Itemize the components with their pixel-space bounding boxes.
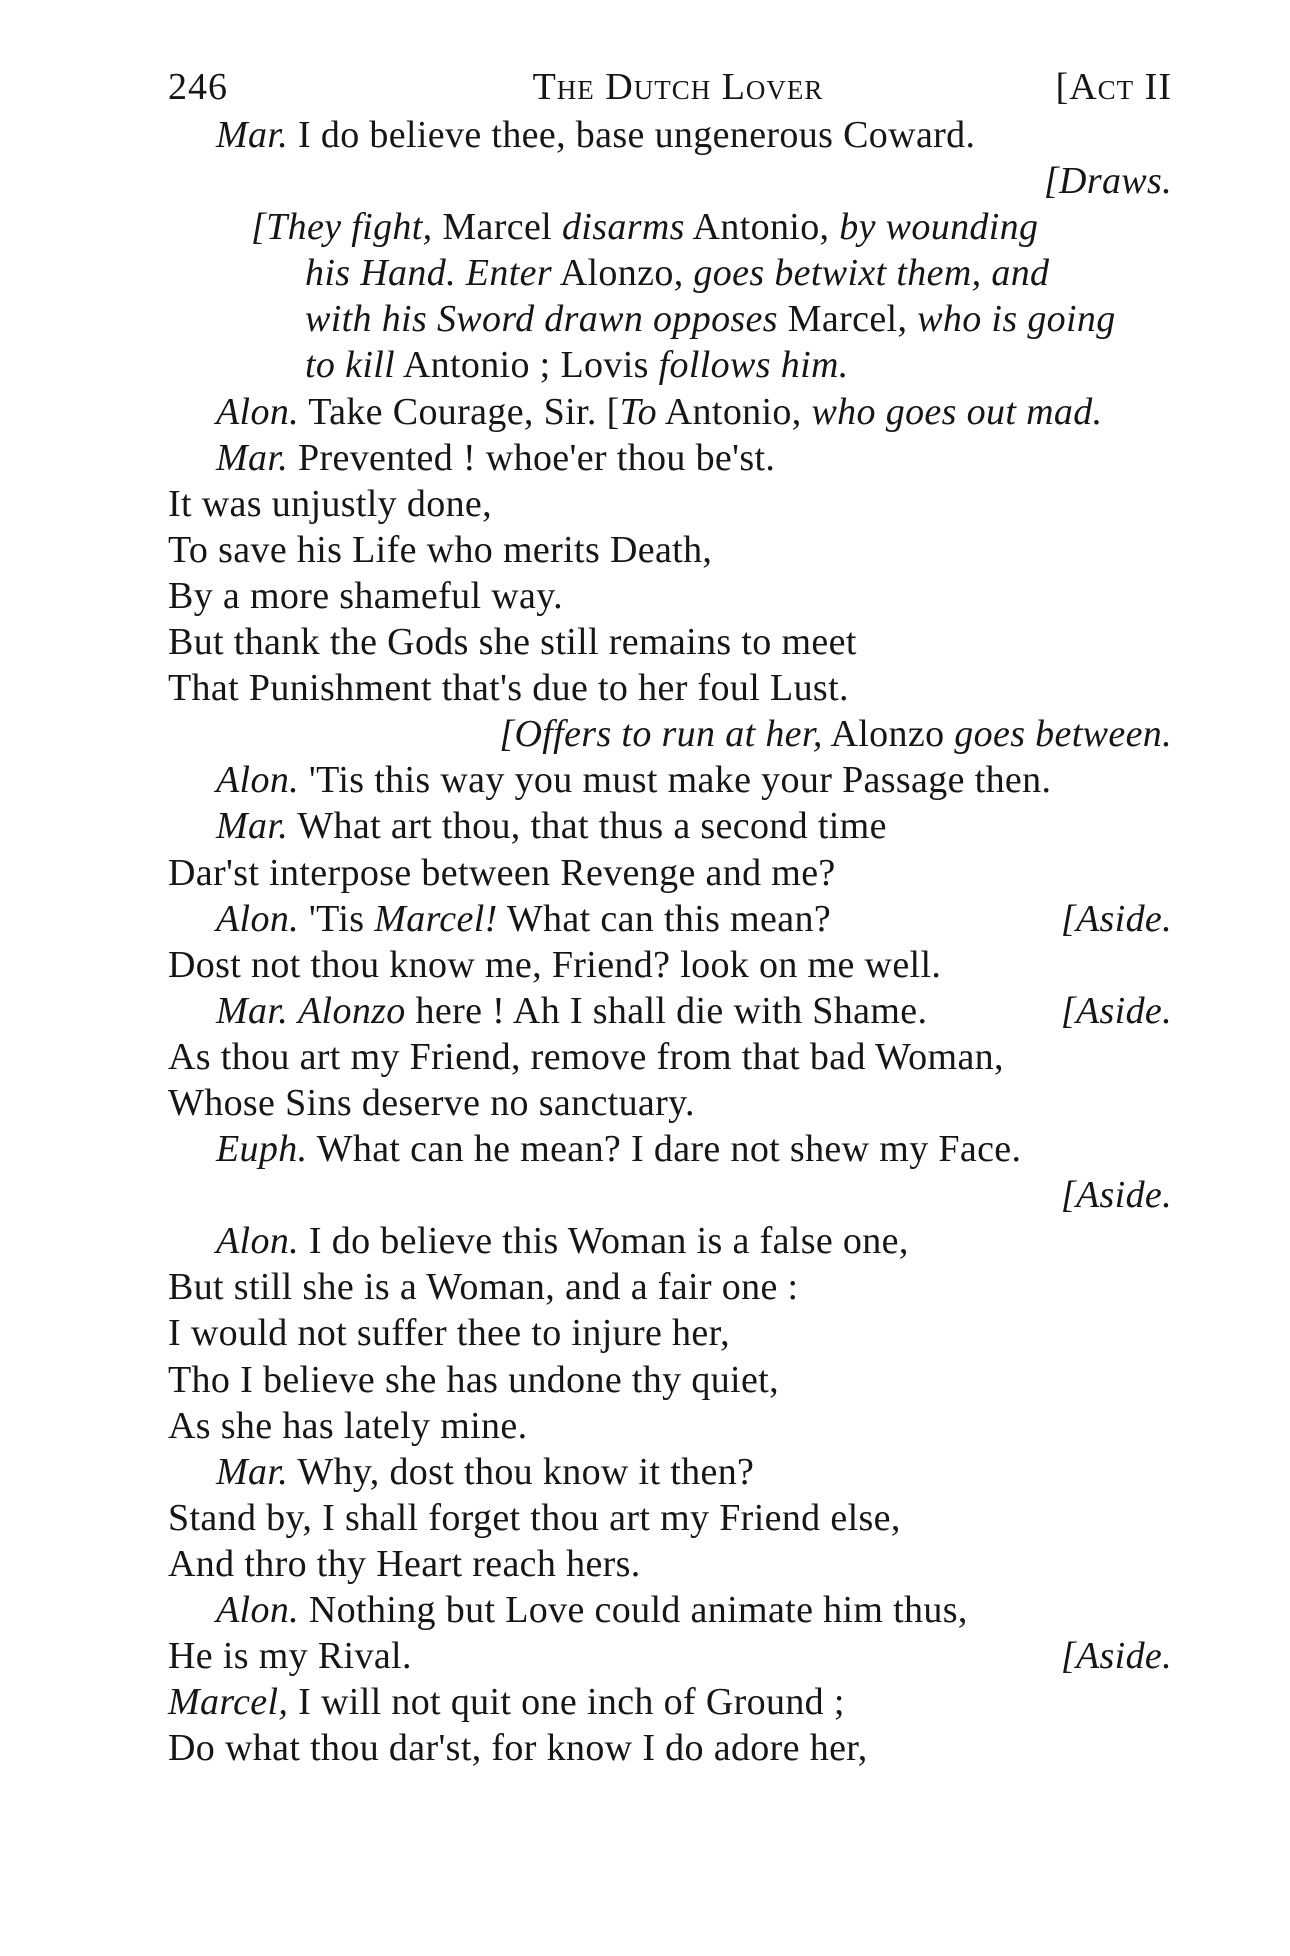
verse-line: Dost not thou know me, Friend? look on me well. — [168, 943, 942, 986]
stage-direction: his Hand. Enter Alonzo, goes betwixt them, and — [305, 252, 1050, 295]
verse-line: Alon. Nothing but Love could animate him thus, — [216, 1589, 968, 1631]
aside-direction: [Aside. — [1060, 1635, 1172, 1678]
speaker-label: Mar. — [216, 805, 289, 848]
stage-direction: [Draws. — [1043, 160, 1172, 203]
speaker-label: Alon. — [216, 759, 300, 802]
verse-line: He is my Rival. [Aside. — [168, 1633, 1172, 1679]
play-text — [168, 112, 1172, 1771]
speaker-label: Alon. — [216, 897, 300, 940]
speaker-label: Mar. — [216, 1450, 289, 1493]
speaker-label: Alon. — [216, 390, 300, 433]
verse-line: Alon. Take Courage, Sir. [To Antonio, who goes out mad. — [216, 390, 1103, 433]
speaker-label: Mar. — [216, 114, 289, 156]
verse-line: Whose Sins deserve no sanctuary. — [168, 1081, 695, 1124]
verse-line: And thro thy Heart reach hers. — [168, 1542, 641, 1585]
verse-line: I would not suffer thee to injure her, — [168, 1312, 730, 1355]
verse-line — [168, 112, 1172, 158]
speaker-label: Mar. — [216, 989, 289, 1032]
verse-line: Mar. Alonzo here ! Ah I shall die with Shame. [Aside. — [168, 988, 1172, 1034]
verse-line: Stand by, I shall forget thou art my Friend else, — [168, 1496, 901, 1539]
verse-line: It was unjustly done, — [168, 482, 492, 525]
verse-line: Mar. Prevented ! whoe'er thou be'st. — [216, 436, 776, 479]
verse-line: Mar. Why, dost thou know it then? — [216, 1450, 755, 1493]
verse-line: Tho I believe she has undone thy quiet, — [168, 1358, 779, 1401]
speaker-label: Euph. — [216, 1128, 308, 1171]
verse-line: As thou art my Friend, remove from that bad Woman, — [168, 1035, 1004, 1078]
stage-direction — [168, 1172, 1172, 1218]
stage-direction: with his Sword drawn opposes Marcel, who is going — [305, 298, 1116, 341]
aside-direction: [Aside. — [1060, 897, 1172, 940]
act-marker: [Act II — [1055, 66, 1172, 108]
verse-line: But still she is a Woman, and a fair one : — [168, 1266, 799, 1309]
verse-line: By a more shameful way. — [168, 574, 563, 617]
verse-line: To save his Life who merits Death, — [168, 528, 713, 571]
verse-line: Alon. 'Tis this way you must make your Passage then. — [216, 759, 1052, 802]
verse-line: As she has lately mine. — [168, 1404, 528, 1447]
aside-direction: [Aside. — [1060, 989, 1172, 1032]
verse-line: That Punishment that's due to her foul Lust. — [168, 667, 849, 710]
verse-line: But thank the Gods she still remains to meet — [168, 621, 857, 664]
verse-line: Mar. What art thou, that thus a second time — [216, 805, 887, 848]
stage-direction: [They fight, Marcel disarms Antonio, by wounding — [251, 206, 1039, 249]
stage-direction: to kill Antonio ; Lovis follows him. — [305, 344, 849, 387]
running-title: The Dutch Lover — [532, 66, 824, 108]
speaker-label: Mar. — [216, 436, 289, 479]
verse-line: Dar'st interpose between Revenge and me? — [168, 851, 836, 894]
stage-direction: [Offers to run at her, Alonzo goes between. — [499, 713, 1172, 756]
verse-line: Alon. I do believe this Woman is a false one, — [216, 1220, 909, 1263]
verse-line: Do what thou dar'st, for know I do adore her, — [168, 1727, 868, 1770]
page-number: 246 — [168, 66, 228, 108]
verse-line: Euph. What can he mean? I dare not shew my Face. — [216, 1128, 1022, 1171]
speaker-label: Alon. — [216, 1220, 300, 1263]
speech-text: I do believe thee, base ungenerous Coward. — [298, 114, 976, 156]
aside-direction: [Aside. — [1060, 1174, 1172, 1217]
verse-line: Marcel, I will not quit one inch of Ground ; — [168, 1681, 845, 1724]
verse-line: Alon. 'Tis Marcel! What can this mean? [Aside. — [168, 896, 1172, 942]
speaker-label: Alon. — [216, 1589, 300, 1631]
